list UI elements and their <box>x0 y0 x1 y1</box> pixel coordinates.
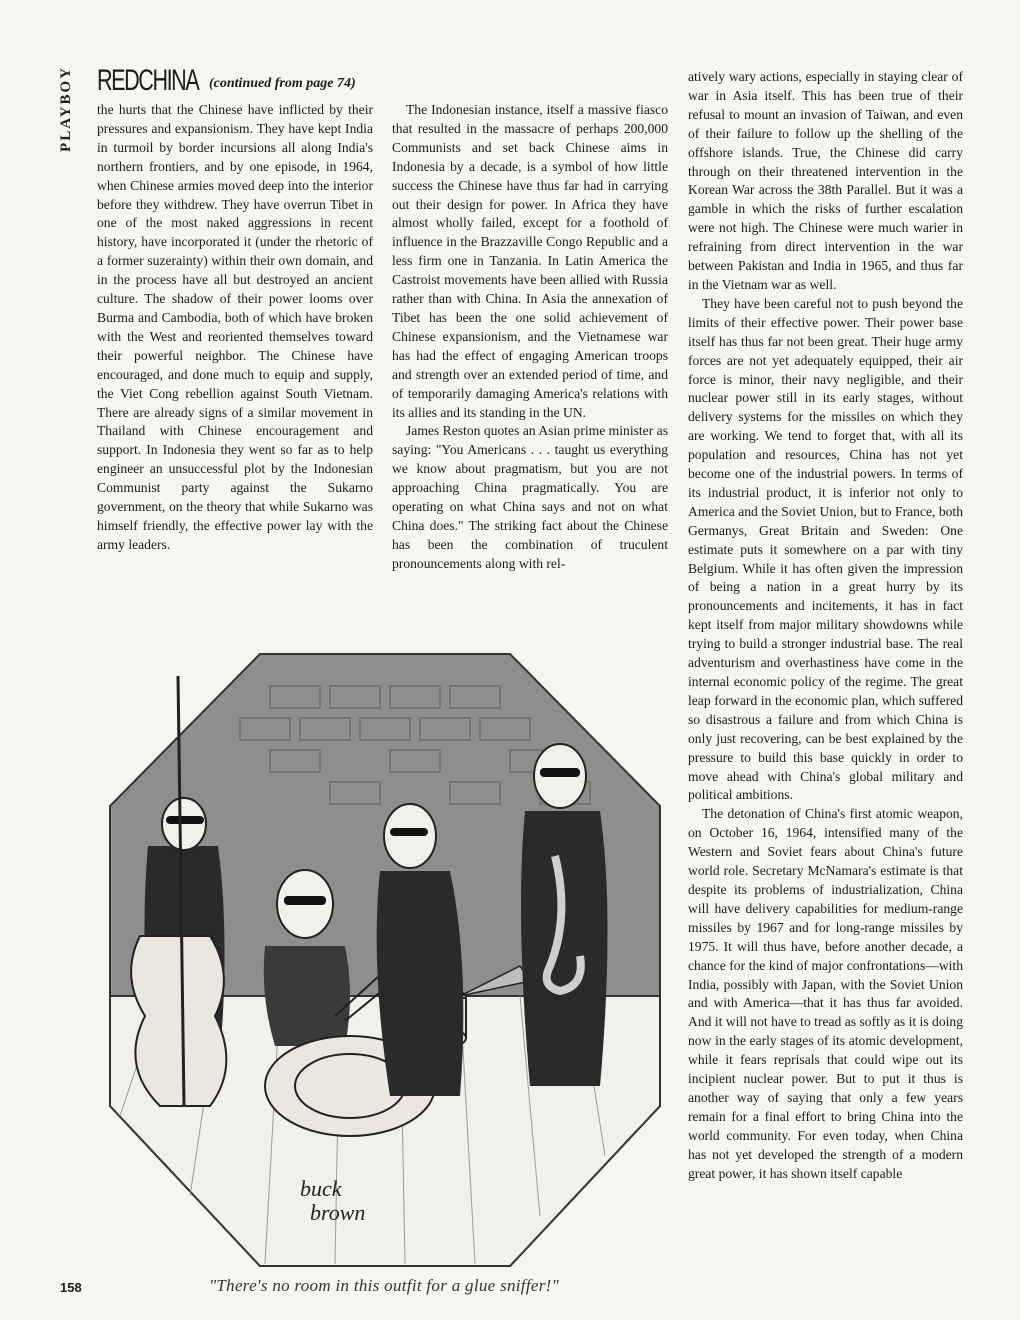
artist-signature-line1: buck <box>300 1176 342 1201</box>
continued-note: (continued from page 74) <box>209 76 356 91</box>
paragraph: atively wary actions, especially in staying clear of war in Asia itself. This has been true of their refusal to mount an invasion of Taiwan, and even of their failure to follow up the shelling of the offshore islands. True, the Chinese did carry through on their threatened intervention in the Korean War across the 38th Parallel. But it was a gamble in which the risks of further escalation were not high. The Chinese were much warier in refraining from direct intervention in the war between Pakistan and India in 1965, and thus far in the Vietnam war as well. <box>688 69 963 292</box>
page-number: 158 <box>60 1280 82 1295</box>
masthead-vertical: PLAYBOY <box>58 66 74 152</box>
paragraph: James Reston quotes an Asian prime minister as saying: "You Americans . . . taught us everything we know about pragmatism, but you are not approaching China pragmatically. You are operating on what China says and not on what China does." The striking fact about the Chinese has been the combination of truculent pronouncements along with rel- <box>392 423 668 571</box>
text-column-3 <box>688 68 963 1183</box>
paragraph: The Indonesian instance, itself a massive fiasco that resulted in the massacre of perhaps 200,000 Communists and set back Chinese aims in Indonesia by a decade, is a symbol of how little success the Chinese have thus far had in carrying out their design for power. In Africa they have almost wholly failed, except for a foothold of influence in the Brazzaville Congo Republic and a less firm one in Tanzania. In Latin America the Castroist movements have been allied with Russia rather than with China. In Asia the annexation of Tibet has been the one solid achievement of Chinese expansionism, and the Vietnamese war has had the effect of engaging American troops and strength over an extended period of time, and of temporarily damaging America's relations with its allies and its standing in the UN. <box>392 102 668 420</box>
artist-signature-line2: brown <box>310 1200 366 1225</box>
section-title: REDCHINA <box>97 64 199 97</box>
paragraph: The detonation of China's first atomic weapon, on October 16, 1964, intensified many of the Western and Soviet fears about China's future world role. Secretary McNamara's estimate is that despite its problems of industrialization, China will have delivery capabilities for medium-range missiles by 1967 and for long-range missiles by 1975. It will thus have, before another decade, a chance for the kind of major confrontations—with India, possibly with Japan, with the Soviet Union and with America—that it has thus far avoided. And it will not have to tread as softly as it is doing now in the early stages of its atomic development, while it fears reprisals that could wipe out its incipient nuclear power. But to put it thus is another way of saying that only a few years remain for a final effort to bring China into the world community. For even today, when China has not yet developed the strength of a modern great power, it has shown itself capable <box>688 806 963 1181</box>
text-column-1 <box>97 101 373 555</box>
paragraph: the hurts that the Chinese have inflicted by their pressures and expansionism. They have kept India in turmoil by border incursions all along India's northern frontiers, and by one episode, in 1964, when Chinese armies moved deep into the interior before they withdrew. They have overrun Tibet in one of the most naked aggressions in recent history, have incorporated it (under the rhetoric of a former suzerainty) within their own domain, and in the process have all but destroyed an ancient culture. The shadow of their power looms over Burma and Cambodia, both of which have broken with the West and reoriented themselves toward their powerful neighbor. The Chinese have encouraged, and done much to equip and supply, the Viet Cong rebellion against South Vietnam. There are already signs of a similar movement in Thailand with Chinese encouragement and support. In Indonesia they went so far as to help engineer an unsuccessful plot by the Indonesian Communist party against the Sukarno government, on the theory that while Sukarno was himself friendly, the effective power lay with the army leaders. <box>97 102 373 552</box>
cartoon-illustration <box>100 636 668 1276</box>
article-header <box>97 66 397 100</box>
text-column-2 <box>392 101 668 574</box>
cartoon-caption: "There's no room in this outfit for a glue sniffer!" <box>208 1276 560 1295</box>
paragraph: They have been careful not to push beyond the limits of their effective power. Their power base itself has thus far not been great. Their huge army forces are not yet adequately equipped, their air force is minor, their navy negligible, and their nuclear power still in its early stages, without delivery systems for the missiles on which they are working. We tend to forget that, with all its population and resources, China has not yet become one of the industrial powers. In terms of its industrial product, it is inferior not only to America and the Soviet Union, but to France, both Germanys, Great Britain and Sweden: One estimate puts it somewhere on a par with tiny Belgium. While it has often given the impression of being a nation in a great hurry by its pronouncements and incitements, it has in fact kept itself from major military showdowns while trying to build a stronger industrial base. The real adventurism and overhastiness have come in the internal economic policy of the regime. The great leap forward in the economic plan, which suffered so disastrous a failure and from which China is only just recovering, can be best explained by the pressure to build this base quickly in order to move ahead with China's global military and political ambitions. <box>688 295 963 803</box>
